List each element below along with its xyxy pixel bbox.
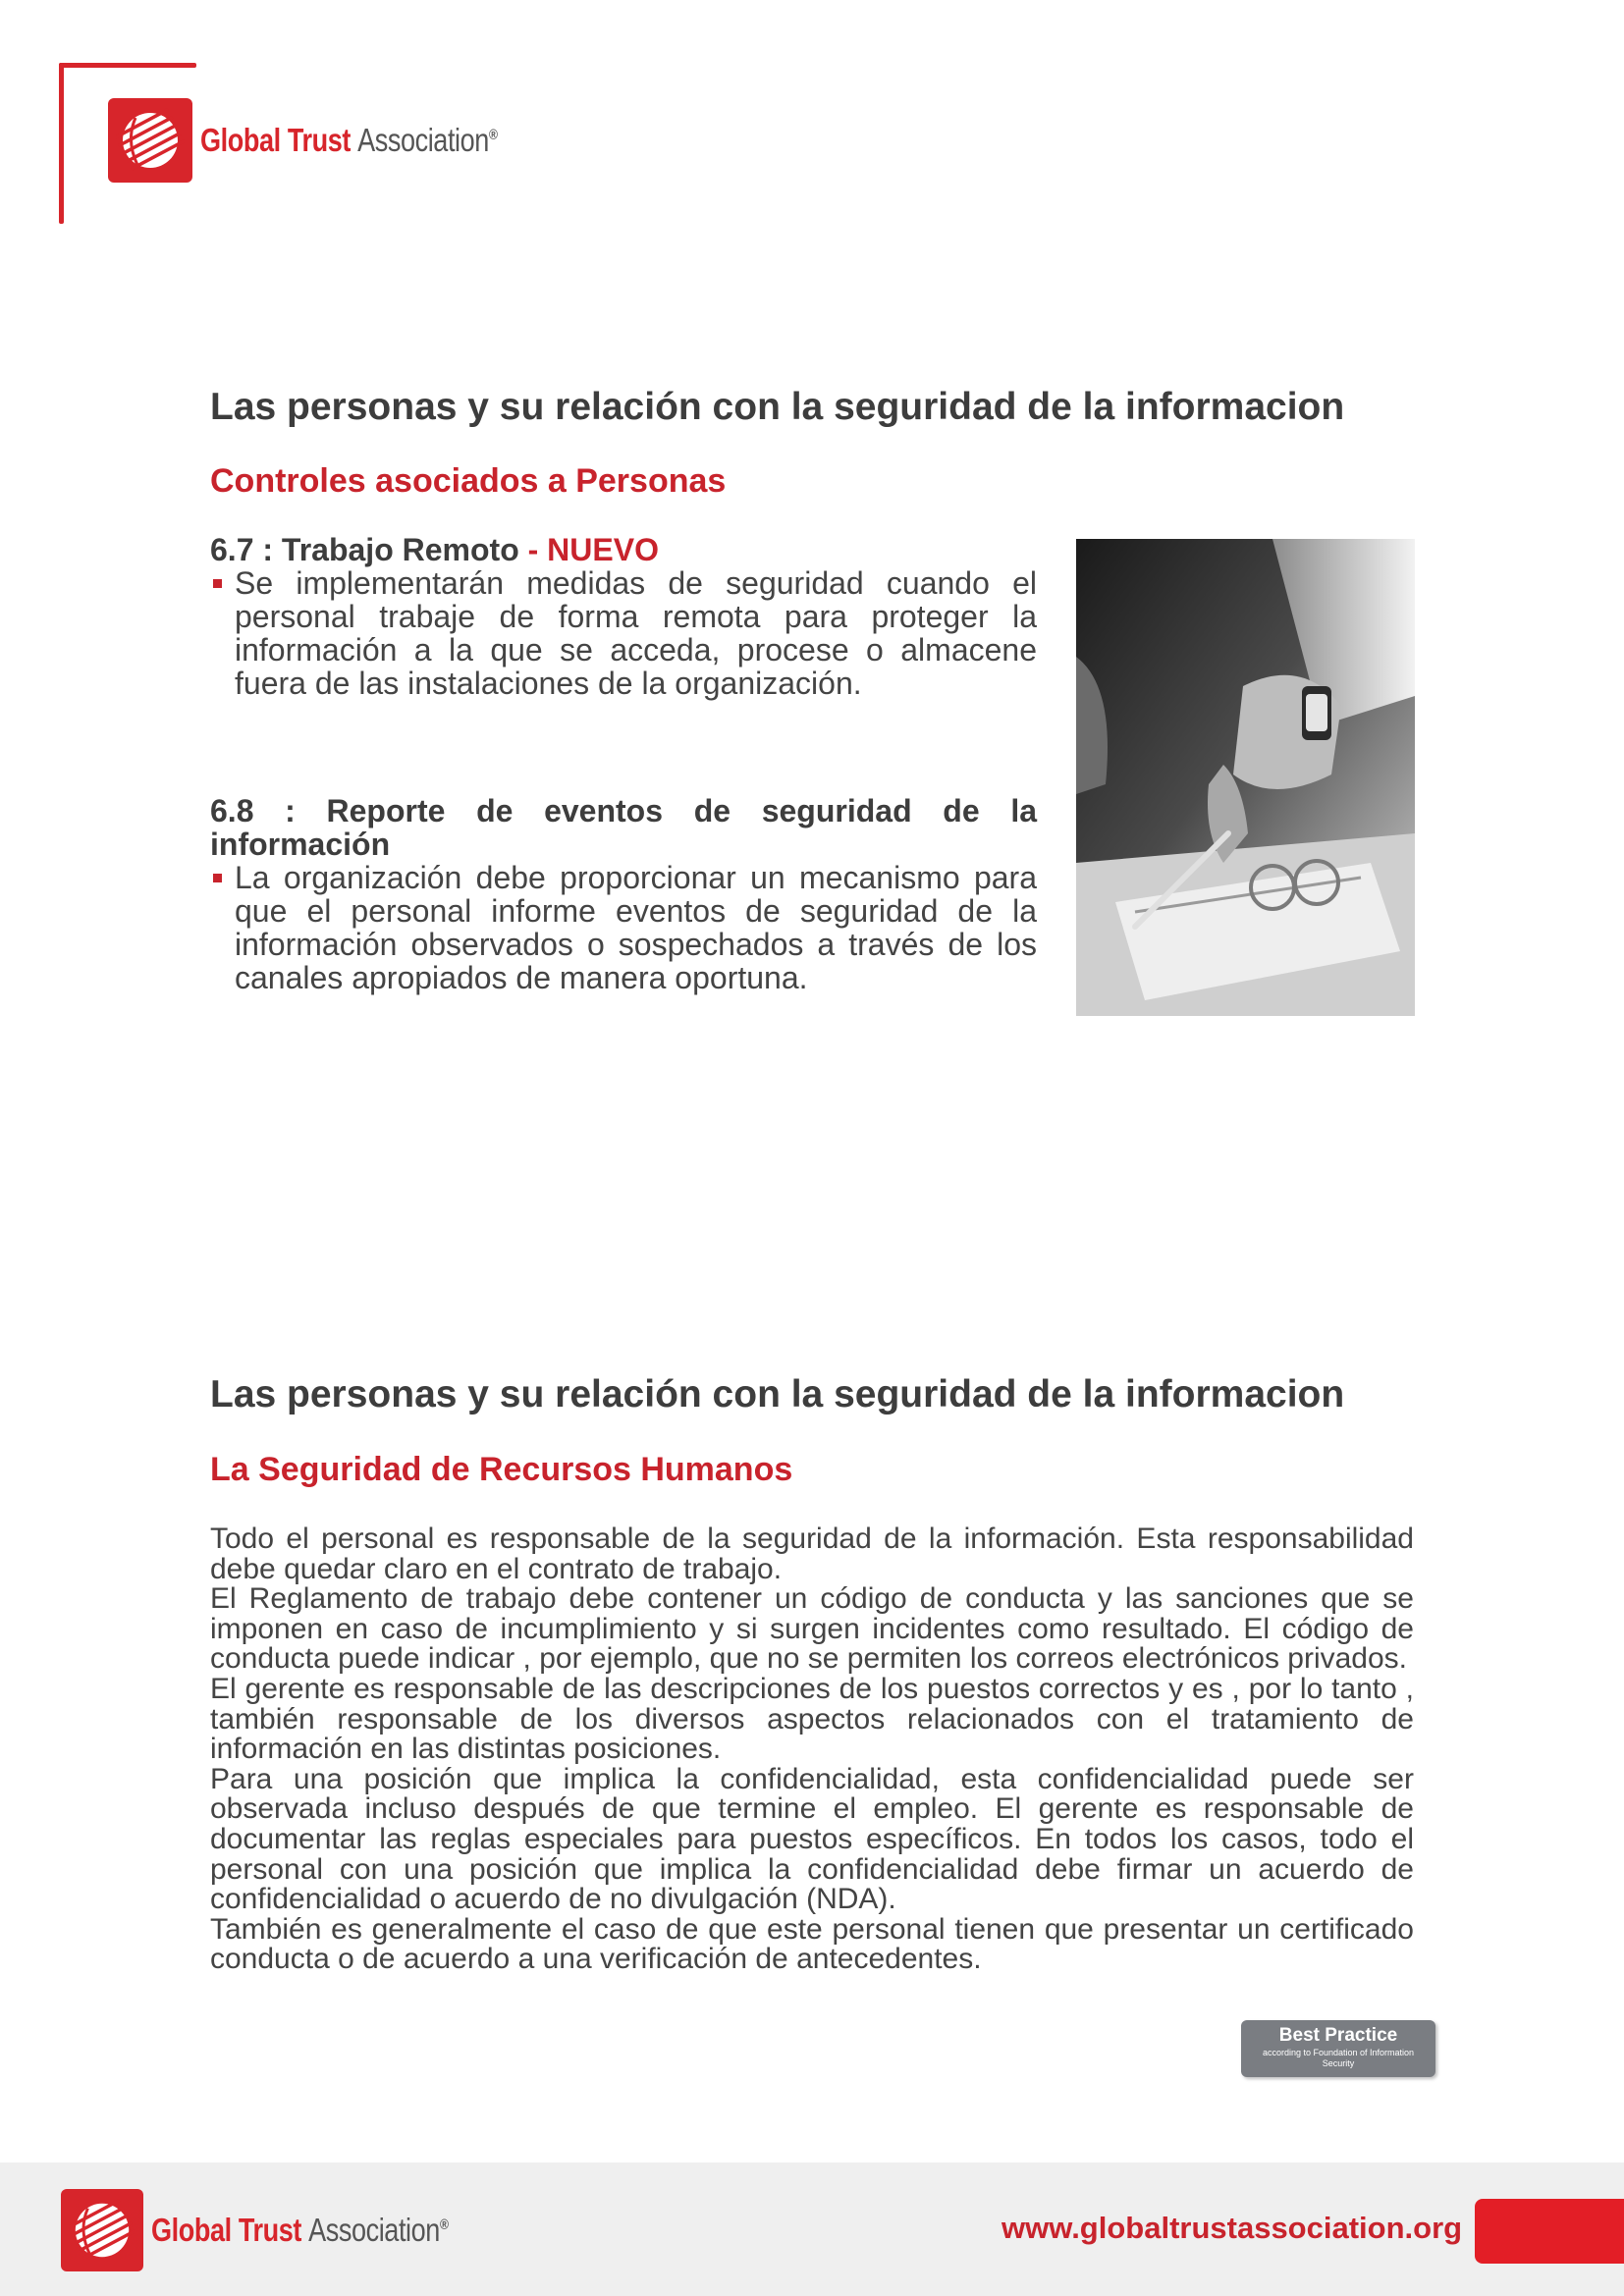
- paragraph: También es generalmente el caso de que este personal tienen que presentar un certificado conducta o de acuerdo a una verificación de antecedentes.: [210, 1912, 1414, 1976]
- footer-logo: [61, 2189, 514, 2271]
- brand-name: Global Trust Association®: [200, 122, 498, 158]
- paragraph: El Reglamento de trabajo debe contener un código de conducta y las sanciones que se imponen en caso de incumplimiento y si surgen incidentes como resultado. El código de conducta puede indicar , por ejemplo, que no se permiten los correos electrónicos privados.: [210, 1582, 1414, 1676]
- globe-logo-icon: [108, 98, 192, 183]
- control-6-8: [210, 794, 1037, 994]
- badge-title: Best Practice: [1278, 2025, 1398, 2046]
- paragraph: Para una posición que implica la confidencialidad, esta confidencialidad puede ser observada incluso después de que termine el empleo. El gerente es responsable de documentar las reglas especiales para puestos específicos. En todos los casos, todo el personal con una posición que implica la confidencialidad debe firmar un acuerdo de confidencialidad o acuerdo de no divulgación (NDA).: [210, 1762, 1414, 1916]
- new-tag: - NUEVO: [518, 532, 659, 567]
- corner-accent-horizontal: [59, 63, 196, 68]
- section1-subtitle: Controles asociados a Personas: [210, 462, 727, 500]
- section1-title: Las personas y su relación con la seguridad de la informacion: [210, 386, 1345, 428]
- footer-accent-block: [1475, 2199, 1624, 2264]
- corner-accent-vertical: [59, 63, 64, 224]
- best-practice-badge: [1241, 2020, 1435, 2077]
- paragraph: Todo el personal es responsable de la seguridad de la información. Esta responsabilidad debe quedar claro en el contrato de trabajo.: [210, 1522, 1414, 1585]
- brand-name: Global Trust Association®: [151, 2212, 449, 2248]
- badge-subtitle: according to Foundation of Information Security: [1262, 2048, 1415, 2068]
- section2-subtitle: La Seguridad de Recursos Humanos: [210, 1451, 793, 1488]
- hand-with-pen-photo: [1076, 539, 1415, 1016]
- control-bullet: La organización debe proporcionar un mecanismo para que el personal informe eventos de seguridad de la información observados o sospechados a través de los canales apropiados de manera oportuna.: [210, 861, 1037, 994]
- section2-title: Las personas y su relación con la seguridad de la informacion: [210, 1373, 1345, 1415]
- control-6-7: [210, 533, 1037, 700]
- header-logo: [108, 98, 563, 183]
- control-heading: 6.8 : Reporte de eventos de seguridad de la información: [210, 793, 1037, 862]
- paragraph: El gerente es responsable de las descripciones de los puestos correctos y es , por lo tanto , también responsable de los diversos aspectos relacionados con el tratamiento de información en las distintas posiciones.: [210, 1672, 1414, 1766]
- website-link[interactable]: www.globaltrustassociation.org: [1001, 2211, 1463, 2245]
- hr-security-body: [210, 1524, 1414, 1975]
- control-bullet: Se implementarán medidas de seguridad cuando el personal trabaje de forma remota para proteger la información a la que se acceda, procese o almacene fuera de las instalaciones de la organización.: [210, 566, 1037, 700]
- globe-logo-icon: [61, 2189, 143, 2271]
- control-heading: 6.7 : Trabajo Remoto - NUEVO: [210, 532, 659, 567]
